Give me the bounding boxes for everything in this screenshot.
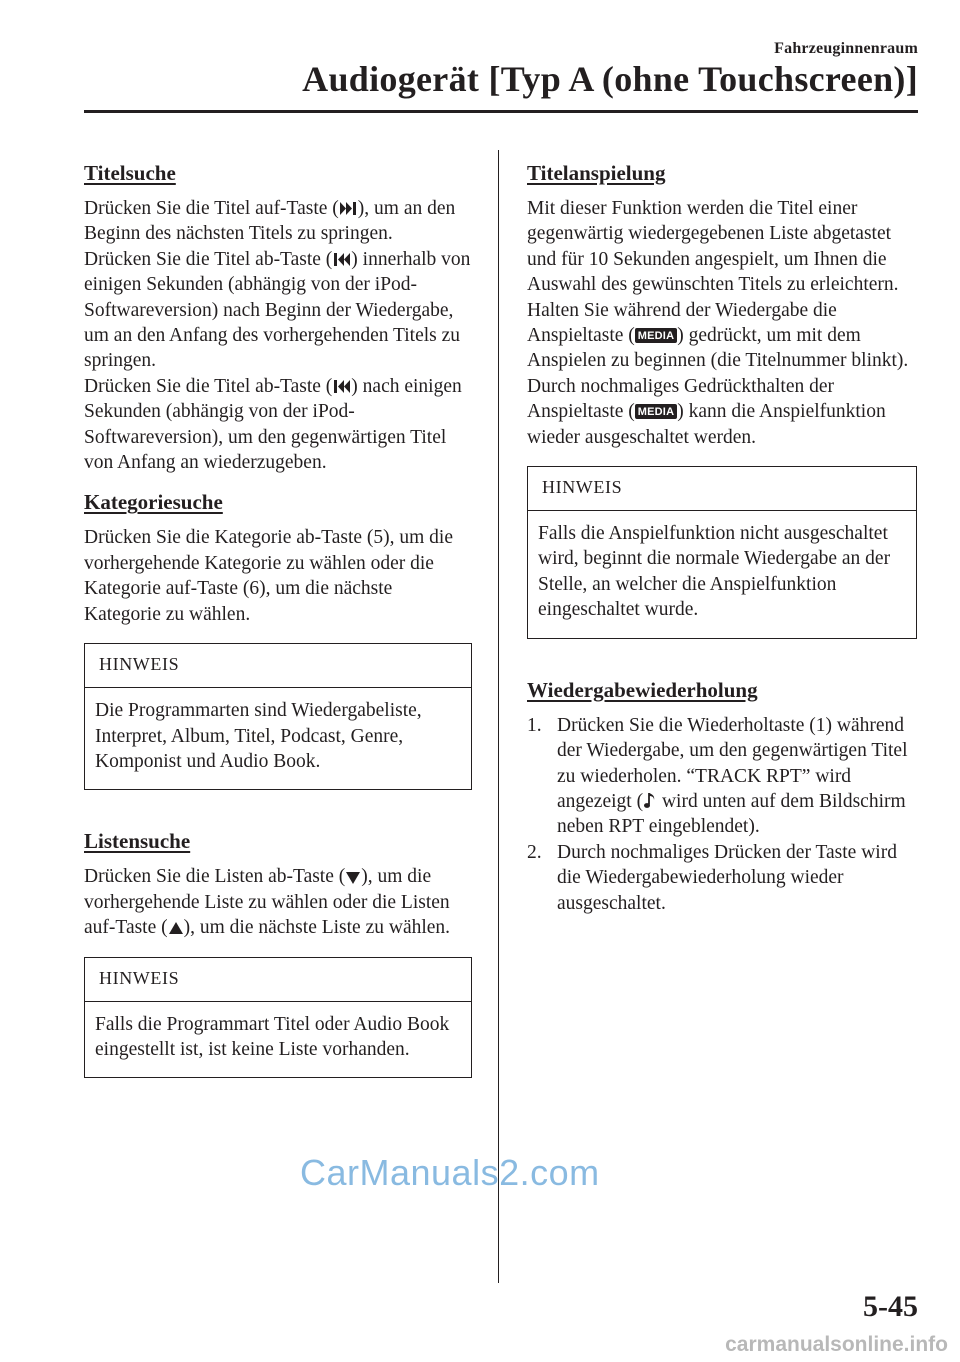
previous-track-icon: [333, 379, 350, 394]
down-triangle-icon: [346, 871, 360, 884]
watermark: CarManuals2.com: [300, 1152, 600, 1193]
list-item: 1. Drücken Sie die Wiederholtaste (1) während der Wiedergabe, um den gegenwärtigen Titel zu wiederholen. “TRACK RPT” wird angezeigt ( wird unten auf dem Bildschirm neben RPT eingeblendet).: [527, 714, 908, 838]
note-box: [84, 957, 472, 1079]
header-rule: [84, 110, 918, 113]
left-column: [84, 160, 472, 1078]
note-label: HINWEIS: [85, 644, 471, 688]
heading-kategoriesuche: Kategoriesuche: [84, 490, 223, 515]
numbered-list: [527, 713, 917, 916]
next-track-icon: [340, 201, 357, 216]
paragraph: Mit dieser Funktion werden die Titel einer gegenwärtig wiedergegebenen Liste abgetastet und für 10 Sekunden angespielt, um Ihnen die Auswahl des gewünschten Titels zu erleichtern.: [527, 198, 899, 296]
note-box: [84, 643, 472, 790]
note-text: Falls die Anspielfunktion nicht ausgeschaltet wird, beginnt die normale Wiedergabe an der Stelle, an welcher die Anspielfunktion eingeschaltet wurde.: [538, 523, 891, 621]
paragraph: Drücken Sie die Titel ab-Taste ( ) innerhalb von einigen Sekunden (abhängig von der iPod-Softwareversion) nach Beginn der Wiedergabe, um an den Anfang des vorhergehenden Titels zu springen.: [84, 248, 471, 372]
section-titelsuche: [84, 160, 472, 475]
section-kategoriesuche: [84, 489, 472, 790]
page-number: 5-45: [863, 1290, 918, 1323]
paragraph: Halten Sie während der Wiedergabe die Anspieltaste ( MEDIA ) gedrückt, um mit dem Anspielen zu beginnen (die Titelnummer blinkt). Durch nochmaliges Gedrückthalten der Anspieltaste ( MEDIA ) kann die Anspielfunktion wieder ausgeschaltet werden.: [527, 299, 909, 448]
list-number: 1.: [527, 714, 542, 736]
note-label: HINWEIS: [85, 958, 471, 1002]
note-box: [527, 466, 917, 639]
column-divider: [498, 150, 499, 1283]
header-section: Fahrzeuginnenraum: [774, 40, 918, 57]
paragraph: Drücken Sie die Titel auf-Taste ( ), um an den Beginn des nächsten Titels zu springen.: [84, 198, 456, 245]
media-button-icon: MEDIA: [635, 404, 677, 419]
right-column: [527, 160, 917, 916]
heading-titelsuche: Titelsuche: [84, 161, 176, 185]
paragraph: Drücken Sie die Listen ab-Taste ( ), um die vorhergehende Liste zu wählen oder die Listen auf-Taste ( ), um die nächste Liste zu wählen.: [84, 866, 451, 939]
paragraph: Drücken Sie die Titel ab-Taste ( ) nach einigen Sekunden (abhängig von der iPod-Softwareversion), um den gegenwärtigen Titel von Anfang an wiederzugeben.: [84, 375, 462, 474]
section-wiedergabewiederholung: [527, 677, 917, 916]
music-note-icon: [644, 792, 656, 809]
site-footer-mark: carmanualsonline.info: [725, 1333, 948, 1356]
note-text: Die Programmarten sind Wiedergabeliste, Interpret, Album, Titel, Podcast, Genre, Komponist und Audio Book.: [95, 700, 422, 772]
note-label: HINWEIS: [528, 467, 916, 511]
paragraph: Drücken Sie die Kategorie ab-Taste (5), um die vorhergehende Kategorie zu wählen oder die Kategorie auf-Taste (6), um die nächste Kategorie zu wählen.: [84, 527, 453, 625]
section-listensuche: [84, 828, 472, 1078]
previous-track-icon: [333, 252, 350, 267]
list-number: 2.: [527, 841, 542, 863]
heading-titelanspielung: Titelanspielung: [527, 161, 666, 185]
note-text: Falls die Programmart Titel oder Audio Book eingestellt ist, ist keine Liste vorhanden.: [95, 1013, 450, 1060]
list-item: 2. Durch nochmaliges Drücken der Taste wird die Wiedergabewiederholung wieder ausgeschaltet.: [527, 841, 897, 914]
page-title: Audiogerät [Typ A (ohne Touchscreen)]: [302, 59, 918, 99]
up-triangle-icon: [169, 922, 183, 935]
section-titelanspielung: [527, 160, 917, 639]
media-button-icon: MEDIA: [635, 328, 677, 343]
heading-listensuche: Listensuche: [84, 829, 191, 854]
heading-wiedergabewiederholung: Wiedergabewiederholung: [527, 677, 758, 702]
